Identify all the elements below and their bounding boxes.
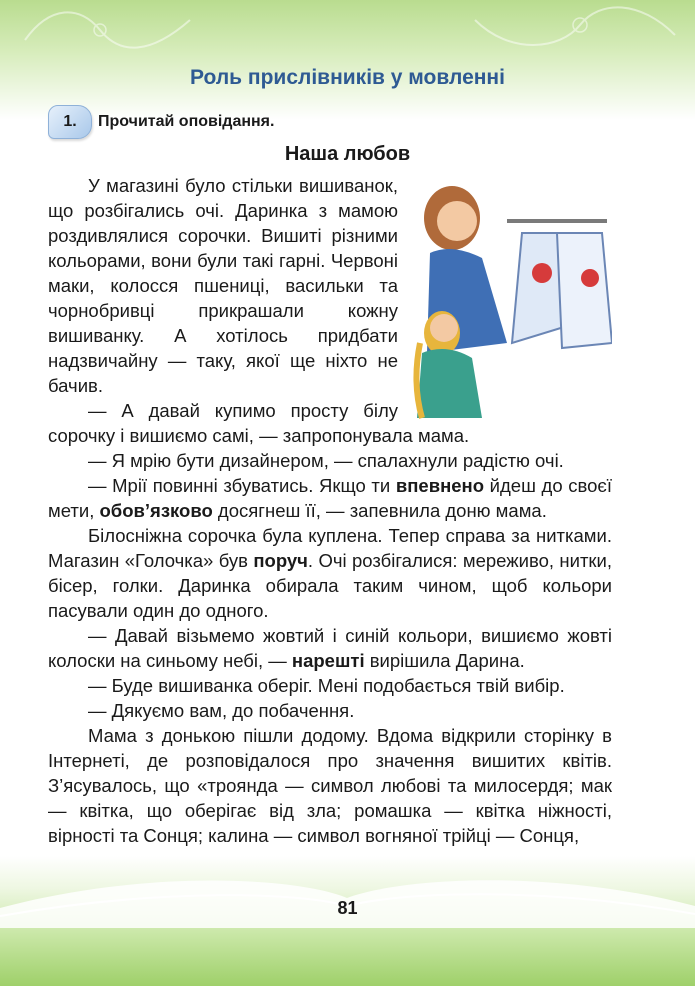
paragraph: — Давай візьмемо жовтий і синій кольори, вишиємо жовті колоски на синьому небі, — нарешті вирішила Дарина. <box>48 625 612 671</box>
story-title: Наша любов <box>284 143 411 165</box>
adverb-highlight: нарешті <box>291 650 365 671</box>
task-instruction: Прочитай оповідання. <box>98 113 275 130</box>
swirl-ornament-icon <box>470 0 680 60</box>
paragraph: — Я мрію бути дизайнером, — спалахнули радістю очі. <box>88 450 564 471</box>
task-number-badge: 1. <box>48 105 92 139</box>
lesson-title: Роль прислівників у мовленні <box>190 66 505 89</box>
mother-daughter-illustration <box>412 173 612 423</box>
task-heading <box>48 104 274 140</box>
paragraph: У магазині було стільки вишиванок, що розбігались очі. Даринка з мамою роздивлялися сорочки. Вишиті різними кольорами, вони були такі гарні. Червоні маки, колосся пшениці, васильки та чорнобривці прикрашали кожну вишиванку. А хотілось придбати надзвичайну — таку, якої ще ніхто не бачив. <box>48 175 398 396</box>
paragraph: — Мрії повинні збуватись. Якщо ти впевнено йдеш до своєї мети, обов’язково досягнеш її, — запевнила доню мама. <box>48 475 612 521</box>
swirl-ornament-icon <box>20 0 200 60</box>
paragraph: Мама з донькою пішли додому. Вдома відкрили сторінку в Інтернеті, де розповідалося про значення вишитих квітів. З’ясувалось, що «троянда — символ любові та милосердя; мак — квітка, що оберігає від зла; ромашка — квітка ніжності, вірності та Сонця; калина — символ вогняної трійці — Сонця, <box>48 725 612 846</box>
paragraph: — Дякуємо вам, до побачення. <box>88 700 355 721</box>
page-number: 81 <box>337 898 358 918</box>
adverb-highlight: впевнено <box>395 475 485 496</box>
adverb-highlight: поруч <box>253 550 308 571</box>
paragraph: — А давай купимо просту білу сорочку і вишиємо самі, — запропонувала мама. <box>48 400 470 446</box>
paragraph: — Буде вишиванка оберіг. Мені подобається твій вибір. <box>88 675 565 696</box>
adverb-highlight: обов’язково <box>99 500 213 521</box>
paragraph: Білосніжна сорочка була куплена. Тепер справа за нитками. Магазин «Голочка» був поруч. Очі розбігалися: мереживо, нитки, бісер, голки. Даринка обирала таким чином, щоб кольори пасували один до одного. <box>48 525 612 621</box>
story-text <box>48 173 612 848</box>
